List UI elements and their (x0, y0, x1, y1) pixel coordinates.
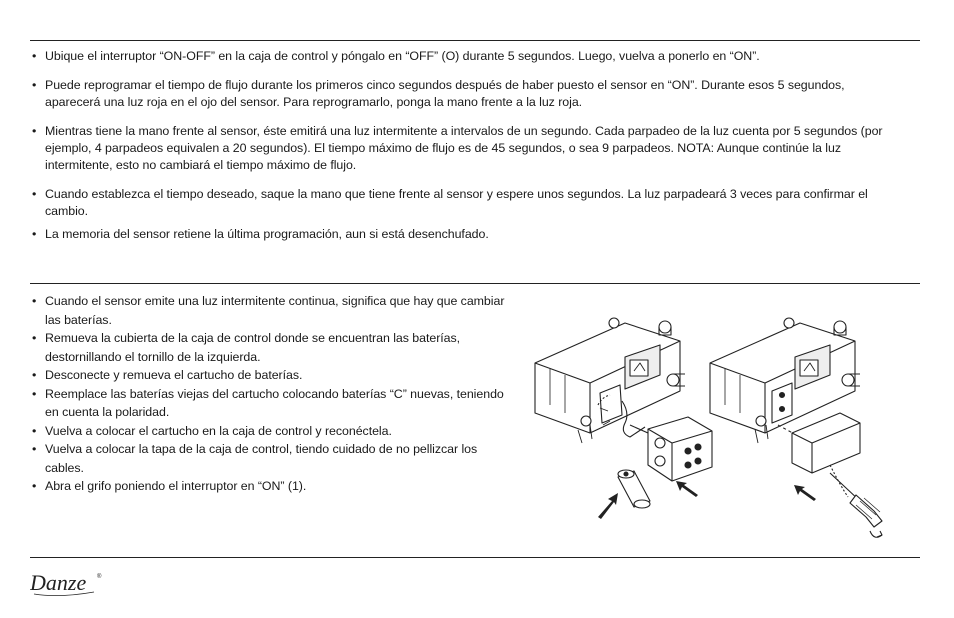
list-item: • Vuelva a colocar la tapa de la caja de control, tiendo cuidado de no pellizcar los cables. (31, 440, 516, 477)
list-item: • Desconecte y remueva el cartucho de baterías. (31, 366, 516, 385)
top-rule (30, 40, 920, 41)
bottom-rule (30, 557, 920, 558)
control-box-cover-illustration (792, 413, 860, 497)
middle-rule (30, 283, 920, 284)
list-item: • Cuando el sensor emite una luz intermitente continua, significa que hay que cambiar las baterías. (31, 292, 516, 329)
registered-mark: ® (97, 574, 102, 580)
list-item: • Cuando establezca el tiempo deseado, saque la mano que tiene frente al sensor y espere unos segundos. La luz parpadeará 3 veces para confirmar el cambio. (31, 186, 893, 220)
list-item: • Puede reprogramar el tiempo de flujo durante los primeros cinco segundos después de haber puesto el sensor en “ON”. Durante esos 5 segundos, aparecerá una luz roja en el ojo del sensor. Para reprogramarlo, ponga la mano frente a la luz roja. (31, 77, 893, 111)
brand-name: Danze (30, 570, 87, 595)
battery-replacement-illustration (530, 305, 920, 545)
list-item: • Abra el grifo poniendo el interruptor en “ON” (1). (31, 477, 516, 496)
danze-logo (30, 566, 120, 600)
reprogram-instructions (31, 48, 893, 255)
list-item: • Mientras tiene la mano frente al sensor, éste emitirá una luz intermitente a intervalos de un segundo. Cada parpadeo de la luz cuenta por 5 segundos (por ejemplo, 4 parpadeos equivalen a 20 segundos). El tiempo máximo de flujo es de 45 segundos, o sea 9 parpadeos. NOTA: Aunque continúe la luz intermitente, esto no cambiará el tiempo máximo de flujo. (31, 123, 893, 174)
list-item: • Vuelva a colocar el cartucho en la caja de control y reconéctela. (31, 422, 516, 441)
c-battery-illustration (618, 470, 650, 508)
battery-cartridge-illustration (630, 417, 712, 481)
list-item: • Remueva la cubierta de la caja de control donde se encuentran las baterías, destornillando el tornillo de la izquierda. (31, 329, 516, 366)
screwdriver-illustration (830, 473, 882, 537)
list-item: • Ubique el interruptor “ON-OFF” en la caja de control y póngalo en “OFF” (O) durante 5 segundos. Luego, vuelva a ponerlo en “ON”. (31, 48, 893, 65)
list-item: • La memoria del sensor retiene la última programación, aun si está desenchufado. (31, 226, 893, 243)
battery-instructions (31, 292, 516, 496)
list-item: • Reemplace las baterías viejas del cartucho colocando baterías “C” nuevas, teniendo en cuenta la polaridad. (31, 385, 516, 422)
